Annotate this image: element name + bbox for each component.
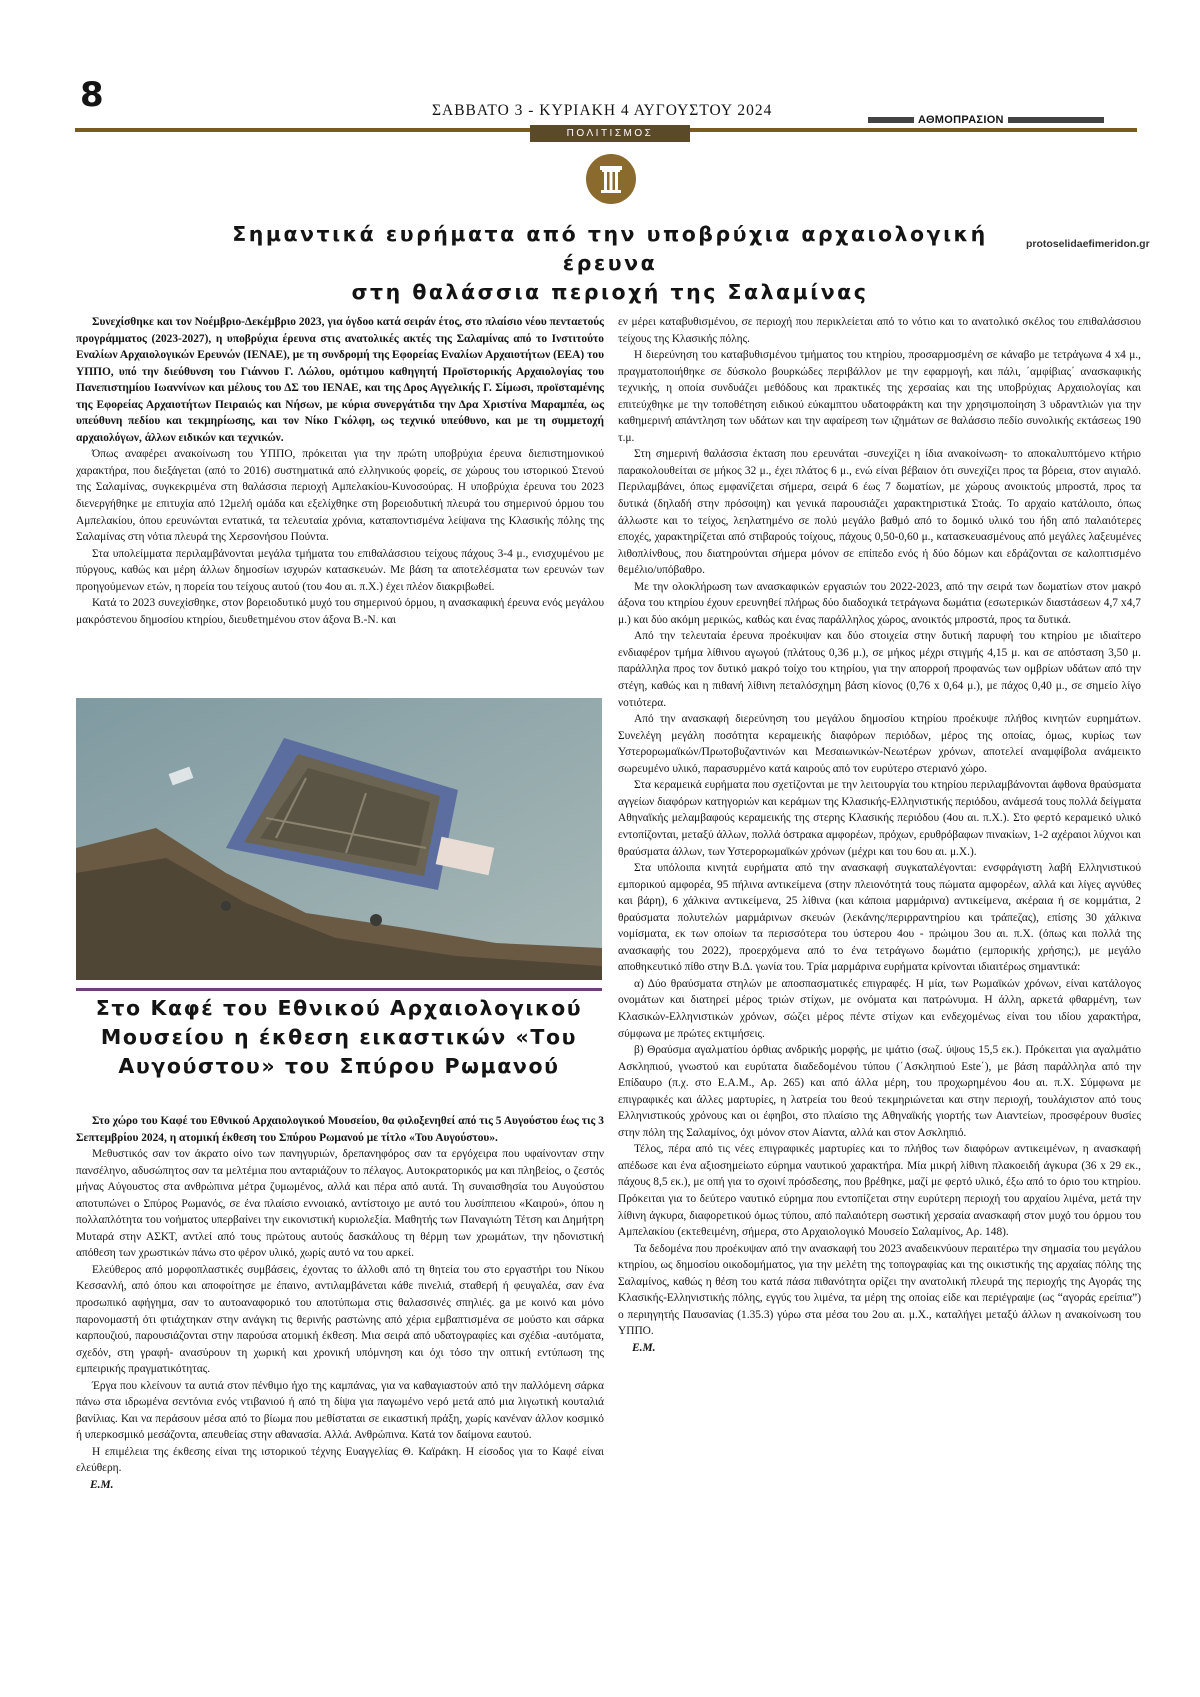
article-title bbox=[195, 220, 1025, 307]
article2-paragraph: Μεθυστικός σαν τον άκρατο οίνο των πανηγυριών, δρεπανηφόρος σαν τα εργόχειρα που υφαίνονταν στην πανσέληνο, αδυσώπητος σαν τα μελτέμια που ανταριάζουν το πέλαγος. Αυτοκρατορικός μα και πληβείος, ο ζεστός μήνας Αύγουστος στα ανθρώπινα μέτρα ζυμωμένος, αλλά και πέρα από αυτά. Τη συναισθησία του Αυγούστου αποτυπώνει ο Σπύρος Ρωμανός, σε ένα πλαίσιο εννοιακό, αντίστοιχο με αυτό του λυσίππειου «Καιρού», όπου η πολλαπλότητα του νοήματος υπερβαίνει την εικονιστική κυριολεξία. Μαθητής των Παναγιώτη Τέτση και Δημήτρη Μυταρά στην ΑΣΚΤ, αντλεί από τους πρώτους αυτούς δασκάλους τη θέρμη των χρωμάτων, την ηδονιστική απόθεση των χρωστικών πάνω στο φέρον υλικό, χωρίς αυτό να του αρκεί. bbox=[76, 1148, 604, 1260]
article1-paragraph: Με την ολοκλήρωση των ανασκαφικών εργασιών του 2022-2023, από την σειρά των δωματίων στον μακρό άξονα του κτηρίου έχουν ερευνηθεί πλήρως δύο διαδοχικά τετράγωνα δωμάτια (εσωτερικών διαστάσεων 4,7 x4,7 μ.) και δύο ακόμη μερικώς, καθώς και ένας παράλληλος χώρος, ανοικτός μπροστά, προς τα δυτικά. bbox=[618, 580, 1141, 626]
article1-paragraph: Η διερεύνηση του καταβυθισμένου τμήματος του κτηρίου, προσαρμοσμένη σε κάναβο με τετράγωνα 4 x4 μ., πραγματοποιήθηκε σε δύσκολο βουρκώδες περιβάλλον με την εφαρμογή, και πάλι, ΄αμφίβιας΄ ανασκαφικής τεχνικής, η οποία συνδυάζει μεθόδους και πρακτικές της χερσαίας και της υποβρύχιας Αρχαιολογίας και επιτεύχθηκε με την τοποθέτηση ειδικού εύκαμπτου υδατοφράκτη και την χρησιμοποίηση 3 υδραντλιών για την καθημερινή απάντληση των υδάτων και την αφαίρεση των ιζημάτων σε θαλάσσιο πεδίο συνολικής εκτάσεως 190 τ.μ. bbox=[618, 349, 1141, 444]
article2-lead: Στο χώρο του Καφέ του Εθνικού Αρχαιολογικού Μουσείου, θα φιλοξενηθεί από τις 5 Αυγούστου έως τις 3 Σεπτεμβρίου 2024, η ατομική έκθεση του Σπύρου Ρωμανού με τίτλο «Του Αυγούστου». bbox=[76, 1115, 604, 1144]
site-watermark: protoselidaefimeridon.gr bbox=[1026, 238, 1150, 250]
article1-paragraph: β) Θραύσμα αγαλματίου όρθιας ανδρικής μορφής, με ιμάτιο (σωζ. ύψους 15,5 εκ.). Πρόκειται για αγαλμάτιο Ασκληπιού, γνωστού και ευρύτατα διαδεδομένου τύπου (΄Ασκληπιού Este΄), με βάση παράλληλα από την Επίδαυρο (π.χ. στο Ε.Α.Μ., Αρ. 265) και από άλλα μέρη, του προχωρημένου 4ου αι. π.Χ. Σύμφωνα με επιγραφικές και άλλες μαρτυρίες, η λατρεία του θεού τεκμηριώνεται και στην περιοχή, τουλάχιστον από τους Ελληνιστικούς χρόνους και οι έφηβοι, στο πλαίσιο της Αθηναϊκής γιορτής των Αιαντείων, προσφέρουν θυσίες στην πόλη της Σαλαμίνος, όχι μόνον στον Αίαντα, αλλά και στον Ασκληπιό. bbox=[618, 1044, 1141, 1139]
article-title-line-1: Σημαντικά ευρήματα από την υποβρύχια αρχαιολογική έρευνα bbox=[232, 222, 988, 275]
article1-paragraph: Στα υπολείμματα περιλαμβάνονται μεγάλα τμήματα του επιθαλάσσιου τείχους πάχους 3-4 μ., ενισχυμένου με πύργους, καθώς και μέρη άλλων δημοσίων ισχυρών κατασκευών. Με βάση τα αποτελέσματα των ερευνών των προηγούμενων ετών, η πορεία του τείχους αυτού (του 4ου αι. π.Χ.) έχει πλέον διακριβωθεί. bbox=[76, 547, 604, 593]
aerial-excavation-photo bbox=[76, 698, 602, 980]
article2-column bbox=[76, 1113, 604, 1494]
article-title-line-2: στη θαλάσσια περιοχή της Σαλαμίνας bbox=[351, 280, 869, 304]
article1-paragraph: εν μέρει καταβυθισμένου, σε περιοχή που περικλείεται από το νότιο και το ανατολικό σκέλος του επιθαλάσσιου τείχους της Κλασικής πόλης. bbox=[618, 316, 1141, 345]
article2-signature: Ε.Μ. bbox=[90, 1479, 114, 1492]
article1-paragraph: Από την ανασκαφή διερεύνηση του μεγάλου δημοσίου κτηρίου προέκυψε πλήθος κινητών ευρημάτων. Συνελέγη μεγάλη ποσότητα κεραμεικής διαφόρων περιόδων, μέρος της οποίας, όμως, κυρίως των Υστερορωμαϊκών/Πρωτοβυζαντινών και Μεσαιωνικών-Νεωτέρων χρόνων, αποτελεί αναμφίβολα ανάμεικτο σωρευμένο υλικό, παρασυρμένο κατά καιρούς από τον ευρύτερο στεριανό χώρο. bbox=[618, 713, 1141, 775]
article2-paragraph: Η επιμέλεια της έκθεσης είναι της ιστορικού τέχνης Ευαγγελίας Θ. Καϊράκη. Η είσοδος για το Καφέ είναι ελεύθερη. bbox=[76, 1445, 604, 1475]
article1-paragraph: Κατά το 2023 συνεχίσθηκε, στον βορειοδυτικό μυχό του σημερινού όρμου, η ανασκαφική έρευνα ενός μεγάλου μακρόστενου δημοσίου κτηρίου, διευθετημένου στον άξονα Β.-Ν. και bbox=[76, 597, 604, 626]
column-pillar-icon bbox=[586, 154, 636, 204]
article1-paragraph: Τα δεδομένα που προέκυψαν από την ανασκαφή του 2023 αναδεικνύουν περαιτέρω την σημασία του μεγάλου κτηρίου, ως δημοσίου οικοδομήματος, για την μελέτη της τοπογραφίας και της οικιστικής της αρχαίας πόλης της Σαλαμίνος, καθώς η θέση του κατά πάσα πιθανότητα ορίζει την ανατολική πλευρά της περιοχής της Αγοράς της Κλασικής-Ελληνιστικής πόλης, εγγύς του λιμένα, τα μέρη της οποίας είδε και περιέγραψε (ως “αγοράς ερείπια”) ο περιηγητής Παυσανίας (1.35.3) γύρω στα μέσα του 2ου αι. μ.Χ., καταλήγει μεταξύ άλλων η ανακοίνωση του ΥΠΠΟ. bbox=[618, 1242, 1141, 1338]
article1-lead: Συνεχίσθηκε και τον Νοέμβριο-Δεκέμβριο 2023, για όγδοο κατά σειράν έτος, στο πλαίσιο νέου πενταετούς προγράμματος (2023-2027), η υποβρύχια έρευνα στις ανατολικές ακτές της Σαλαμίνας από το Ινστιτούτο Εναλίων Αρχαιολογικών Ερευνών (ΙΕΝΑΕ), με τη συνδρομή της Εφορείας Εναλίων Αρχαιοτήτων (ΕΕΑ) του ΥΠΠΟ, υπό την διεύθυνση του Γιάννου Γ. Λώλου, ομότιμου καθηγητή Προϊστορικής Αρχαιολογίας του Πανεπιστημίου Ιωαννίνων και μέλους του ΔΣ του ΙΕΝΑΕ, και της Δρος Αγγελικής Γ. Σίμωσι, προϊσταμένης της Εφορείας Αρχαιοτήτων Πειραιώς και Νήσων, με κύρια συνεργάτιδα την Δρα Χριστίνα Μαραμπέα, ως υπεύθυνη πεδίου και τεκμηρίωσης, και τον Νίκο Γκόλφη, ως τεχνικό υπεύθυνο, και με τη συμμετοχή αρχαιολόγων, άλλων ειδικών και τεχνικών. bbox=[76, 316, 604, 444]
article2-paragraph: Έργα που κλείνουν τα αυτιά στον πένθιμο ήχο της καμπάνας, για να καθαγιαστούν από την παλλόμενη σάρκα πάνω στα ιδρωμένα σεντόνια ενός ντιβανιού ή από τη δίψα για παγωμένο νερό μετά από μια λιγωτική κουταλιά βανίλιας. Και να περάσουν μέσα από το βίωμα που μεθίσταται σε εικαστική πράξη, χωρίς κανέναν άλλον κοσμικό ή υπερκοσμικό μεσάζοντα, απευθείας στην αθανασία. Αλλά. Ανθρώπινα. Κατά τον δαίμονα εαυτού. bbox=[76, 1379, 604, 1442]
page-number: 8 bbox=[80, 75, 104, 115]
article1-paragraph: α) Δύο θραύσματα στηλών με αποσπασματικές επιγραφές. Η μία, των Ρωμαϊκών χρόνων, είναι κατάλογος ονομάτων και διατηρεί μέρος τριών στίχων, με ονόματα και πατρώνυμα. Η άλλη, αρκετά φθαρμένη, των Κλασικών-Ελληνιστικών χρόνων, σώζει μέρος πέντε στίχων και ενδεχομένως είναι του ιδίου χαρακτήρα, σύμφωνα με πρώτες εκτιμήσεις. bbox=[618, 977, 1141, 1040]
article1-paragraph: Στα υπόλοιπα κινητά ευρήματα από την ανασκαφή συγκαταλέγονται: ενσφράγιστη λαβή Ελληνιστικού εμπορικού αμφορέα, 95 πήλινα αντικείμενα (στην πλειονότητά τους πώματα αμφορέων, αλλά και λίγες αγνύθες και βάρη), 6 χάλκινα αντικείμενα, 25 λίθινα (και κάποια μαρμάρινα) αντικείμενα, ακέραια ή σε κομμάτια, 2 θραύσματα πολυτελών μαρμάρινων σκευών (λεκάνης/περιρραντηρίου και τράπεζας), επίσης 30 χάλκινα νομίσματα, εκ των οποίων τα περισσότερα του ύστερου 4ου - πρώιμου 3ου αι. π.Χ. (όπως και πολλά της ανασκαφής του 2022), προερχόμενα από το ένα τετράγωνο δωμάτιο (εμπορικής χρήσης;), με μεγάλο αποθηκευτικό πίθο στην Β.Δ. γωνία του. Τρία μαρμάρινα ευρήματα κρίνονται ιδιαιτέρως σημαντικά: bbox=[618, 862, 1141, 974]
article1-paragraph: Όπως αναφέρει ανακοίνωση του ΥΠΠΟ, πρόκειται για την πρώτη υποβρύχια έρευνα διεπιστημονικού χαρακτήρα, που διεξάγεται (από το 2016) συστηματικά από ελληνικούς φορείς, σε χώρους του ιστορικού Στενού της Σαλαμίνας, συγκεκριμένα στη θαλάσσια περιοχή Αμπελακίου-Κυνοσούρας. Η υποβρύχια έρευνα του 2023 διενεργήθηκε με επιτυχία από 12μελή ομάδα και εξελίχθηκε στη βορειοδυτική πλευρά του σημερινού όρμου του Αμπελακίου, όπου ερευνώνται εντατικά, τα τελευταία χρόνια, καταποντισμένα λείψανα της Κλασικής πόλης της Σαλαμίνας στη νότια πλευρά της Χερσονήσου Πούντα. bbox=[76, 448, 604, 544]
masthead-name: ΑΘΜΟΠΡΑΣΙΟΝ bbox=[918, 114, 1004, 126]
issue-date: ΣΑΒΒΑΤΟ 3 - ΚΥΡΙΑΚΗ 4 ΑΥΓΟΥΣΤΟΥ 2024 bbox=[432, 102, 773, 119]
article1-paragraph: Τέλος, πέρα από τις νέες επιγραφικές μαρτυρίες και το πλήθος των διαφόρων αντικειμένων, η ανασκαφή απέδωσε και ένα αξιοσημείωτο εύρημα ναυτικού χαρακτήρα. Μία μικρή λίθινη πλακοειδή άγκυρα (36 x 29 εκ., πάχους 8,5 εκ.), με οπή για το σχοινί πρόσδεσης, που βρέθηκε, μαζί με φερτό υλικό, έξω από το όριο του κτηρίου. Πρόκειται για το δεύτερο ναυτικό εύρημα που εντοπίζεται στην ευρύτερη περιοχή του αρχαίου λιμένα, μετά την λίθινη άγκυρα, διαφορετικού όμως τύπου, από παλαιότερη σωστική χερσαία ανασκαφή στον μυχό του όρμου του Αμπελακίου (εκτεθειμένη, σήμερα, στο Αρχαιολογικό Μουσείο Σαλαμίνος, Αρ. 148). bbox=[618, 1143, 1141, 1239]
article2-paragraph: Ελεύθερος από μορφοπλαστικές συμβάσεις, έχοντας το άλλοθι από τη θητεία του στο εργαστήρι του Νίκου Κεσσανλή, από όπου και αποφοίτησε με έπαινο, αντιλαμβάνεται κάθε πινελιά, σταθερή ή φευγαλέα, σαν ένα προσωπικό αφήγημα, σαν το αυτοαναφορικό του αποτύπωμα στις θαλασσινές σπηλιές. ga με κοινό και μόνο παρονομαστή ότι φτιάχτηκαν στην ανάγκη τις θερινής ραστώνης από χέρια εμβαπτισμένα σε μούστο και σάρκα καρπουζιού, παρουσιάζονται στην παρούσα ατομική έκθεση. Μια σειρά από υδατογραφίες και σχέδια -αυτόματα, σχεδόν, στη γραφή- ανασύρουν τη χωρική και χρονική υπόμνηση και όχι τόσο την οπτική εντύπωση της εμπειρικής πραγματικότητας. bbox=[76, 1263, 604, 1376]
divider-rule bbox=[76, 988, 602, 991]
article1-left-column bbox=[76, 314, 604, 628]
article1-paragraph: Από την τελευταία έρευνα προέκυψαν και δύο στοιχεία στην δυτική παρυφή του κτηρίου με ιδιαίτερο ενδιαφέρον τμήμα λίθινου αγωγού (πλάτους 0,36 μ.), σε μήκος μέχρι στιγμής 4,15 μ. και σε απόσταση 3,50 μ. παράλληλα προς τον δυτικό μακρό τοίχο του κτηρίου, για την απορροή προφανώς των ομβρίων υδάτων από την στέγη, καθώς και η πιθανή λίθινη πεταλόσχημη βάση κίονος (0,76 x 0,64 μ.), με πάχος 0,40 μ., σε σημείο λίγο νοτιότερα. bbox=[618, 630, 1141, 709]
article1-paragraph: Στη σημερινή θαλάσσια έκταση που ερευνάται -συνεχίζει η ίδια ανακοίνωση- το αποκαλυπτόμενο κτήριο παρακολουθείται σε μήκος 32 μ., έχει πλάτος 6 μ., ενώ είναι βέβαιον ότι συνεχίζει προς τα βόρεια, στον αιγιαλό. Περιλαμβάνει, όπως εμφανίζεται σήμερα, σειρά 6 έως 7 δωματίων, με χώρους ανοικτούς μπροστά, προς τα δυτικά (δηλαδή στην πρόσοψη) και γενικά παρουσιάζει χαρακτηριστικά Στοάς. Το αρχαίο κατάλοιπο, όπως άλλωστε και το τείχος, λεηλατημένο σε πολύ μεγάλο βαθμό από το δομικό υλικό του ήδη από παλαιότερες εποχές, χαρακτηρίζεται από στιβαρούς τοίχους, πάχους 0,50-0,60 μ., κατασκευασμένους από μεγάλες λαξευμένες λιθοπλίνθους, που διατηρούνται σήμερα μόνον σε επίπεδο ενός ή δύο δόμων και εδράζονται σε καλοπτισμένο θεμέλιο/υπόβαθρο. bbox=[618, 448, 1141, 577]
article2-title: Στο Καφέ του Εθνικού Αρχαιολογικού Μουσείου η έκθεση εικαστικών «Του Αυγούστου» του Σπύρου Ρωμανού bbox=[95, 996, 583, 1078]
article1-paragraph: Στα κεραμεικά ευρήματα που σχετίζονται με την λειτουργία του κτηρίου περιλαμβάνονται άφθονα θραύσματα αγγείων διαφόρων κατηγοριών και κεράμων της Κλασικής-Ελληνιστικής περιόδου, ανάμεσά τους πολλά δείγματα Αθηναϊκής μελαμβαφούς κεραμεικής της στερης Κλασικής περιόδου (4ου αι. π.Χ.). Στο φερτό κεραμεικό υλικό εντοπίζονται, μεταξύ άλλων, πολλά όστρακα αμφορέων, πρόχων, ερυθρόβαφων πινακίων, 1-2 αχέραιοι λύχνοι και θραύσματα άλλων, των Υστερορωμαϊκών χρόνων (μέχρι και του 6ου αι. μ.Χ.). bbox=[618, 779, 1141, 858]
masthead-strip bbox=[868, 114, 1104, 126]
article1-signature: Ε.Μ. bbox=[632, 1341, 656, 1354]
article1-right-column bbox=[618, 314, 1141, 1356]
section-label: ΠΟΛΙΤΙΣΜΟΣ bbox=[530, 125, 690, 142]
